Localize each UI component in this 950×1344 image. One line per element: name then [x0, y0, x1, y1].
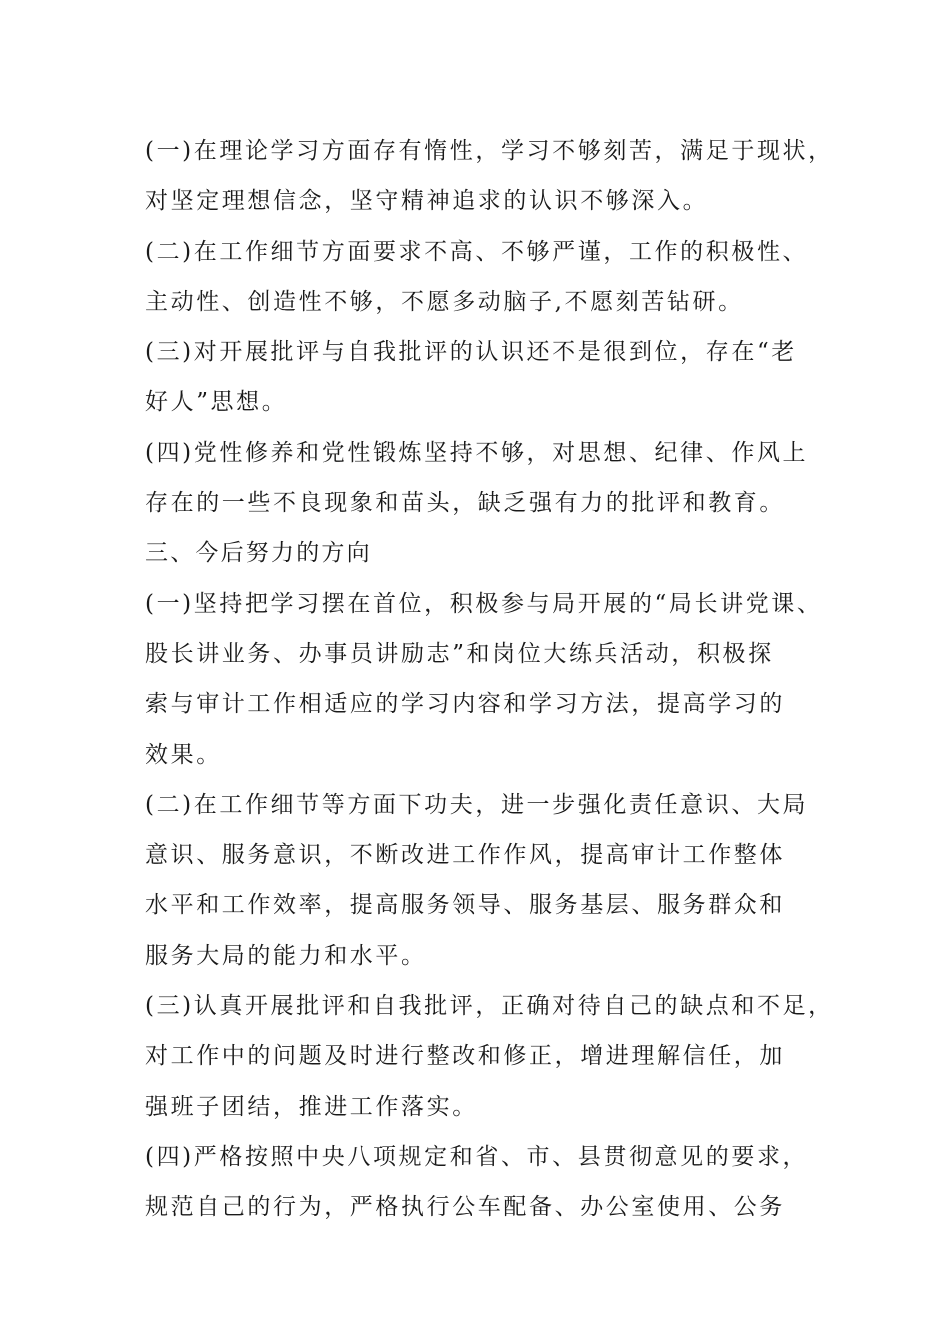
text-line: 规范自己的行为，严格执行公车配备、办公室使用、公务 — [145, 1194, 785, 1221]
text-line: (一)坚持把学习摆在首位，积极参与局开展的“局长讲党课、 — [145, 590, 823, 617]
text-line: 服务大局的能力和水平。 — [145, 942, 427, 969]
text-line: (四)严格按照中央八项规定和省、市、县贯彻意见的要求， — [145, 1143, 809, 1170]
text-line: (三)对开展批评与自我批评的认识还不是很到位，存在“老 — [145, 339, 797, 366]
text-line: 效果。 — [145, 741, 222, 768]
text-line: 主动性、创造性不够，不愿多动脑子,不愿刻苦钻研。 — [145, 288, 744, 315]
section-heading: 三、今后努力的方向 — [145, 540, 372, 567]
text-line: 对坚定理想信念，坚守精神追求的认识不够深入。 — [145, 188, 709, 215]
text-line: 意识、服务意识，不断改进工作作风，提高审计工作整体 — [145, 842, 785, 869]
text-line: (二)在工作细节方面要求不高、不够严谨，工作的积极性、 — [145, 238, 809, 265]
text-line: (二)在工作细节等方面下功夫，进一步强化责任意识、大局 — [145, 791, 809, 818]
text-line: (三)认真开展批评和自我批评，正确对待自己的缺点和不足， — [145, 993, 834, 1020]
text-line: 好人”思想。 — [145, 389, 288, 416]
text-line: 索与审计工作相适应的学习内容和学习方法，提高学习的 — [145, 691, 785, 718]
text-line: 对工作中的问题及时进行整改和修正，增进理解信任，加 — [145, 1043, 785, 1070]
text-line: (四)党性修养和党性锻炼坚持不够，对思想、纪律、作风上 — [145, 439, 809, 466]
text-line: 水平和工作效率，提高服务领导、服务基层、服务群众和 — [145, 892, 785, 919]
text-line: (一)在理论学习方面存有惰性，学习不够刻苦，满足于现状， — [145, 138, 834, 164]
text-line: 强班子团结，推进工作落实。 — [145, 1093, 478, 1120]
document-body — [145, 126, 835, 1233]
text-line: 股长讲业务、办事员讲励志”和岗位大练兵活动，积极探 — [145, 640, 774, 667]
text-line: 存在的一些不良现象和苗头，缺乏强有力的批评和教育。 — [145, 490, 785, 517]
